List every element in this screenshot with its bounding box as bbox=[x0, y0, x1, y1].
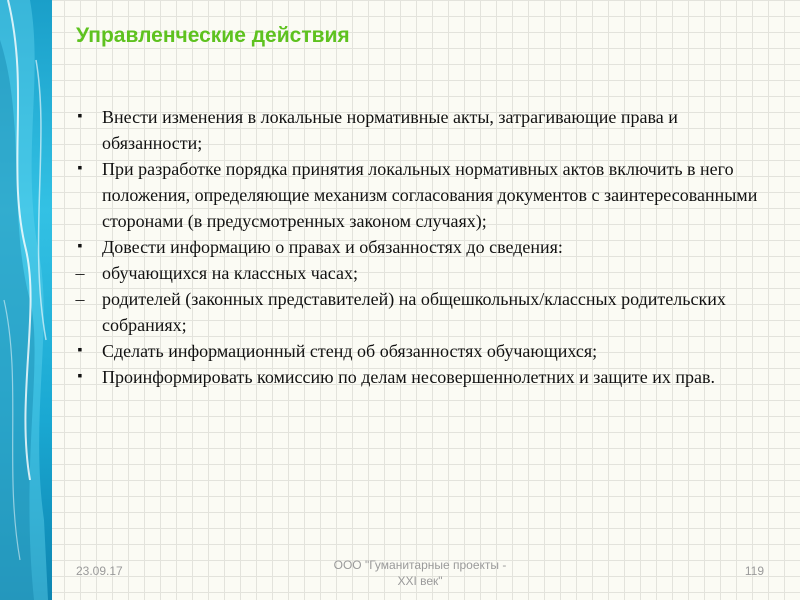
wave-decoration bbox=[0, 0, 52, 600]
slide-number: 119 bbox=[744, 564, 764, 578]
list-item-text: Внести изменения в локальные нормативные акты, затрагивающие права и обязанности; bbox=[102, 107, 678, 153]
footer-org-line-2: XXI век" bbox=[397, 574, 443, 588]
list-item-text: При разработке порядка принятия локальных нормативных актов включить в него положения, определяющие механизм согласования документов с заинтересованными сторонами (в предусмотренных законом случаях); bbox=[102, 159, 758, 231]
list-item-text: обучающихся на классных часах; bbox=[102, 263, 358, 283]
square-bullet-icon: ▪ bbox=[77, 369, 83, 384]
list-item bbox=[72, 260, 762, 286]
square-bullet-icon: ▪ bbox=[77, 109, 83, 124]
square-bullet-icon: ▪ bbox=[77, 239, 83, 254]
list-item-text: родителей (законных представителей) на общешкольных/классных родительских собраниях; bbox=[102, 289, 726, 335]
list-item-text: Проинформировать комиссию по делам несовершеннолетних и защите их прав. bbox=[102, 367, 716, 387]
square-bullet-icon: ▪ bbox=[77, 161, 83, 176]
footer-organization bbox=[300, 557, 540, 589]
dash-bullet-icon: – bbox=[75, 289, 85, 309]
list-item bbox=[72, 286, 762, 338]
action-list bbox=[72, 104, 762, 390]
footer-date: 23.09.17 bbox=[76, 564, 123, 578]
list-item bbox=[72, 338, 762, 364]
list-item-text: Довести информацию о правах и обязанностях до сведения: bbox=[102, 237, 563, 257]
footer-org-line-1: ООО "Гуманитарные проекты - bbox=[333, 558, 507, 572]
slide-title: Управленческие действия bbox=[76, 24, 350, 47]
list-item bbox=[72, 364, 762, 390]
list-item bbox=[72, 234, 762, 260]
list-item bbox=[72, 156, 762, 234]
dash-bullet-icon: – bbox=[75, 263, 85, 283]
list-item-text: Сделать информационный стенд об обязанностях обучающихся; bbox=[102, 341, 598, 361]
decorative-side-band bbox=[0, 0, 52, 600]
list-item bbox=[72, 104, 762, 156]
square-bullet-icon: ▪ bbox=[77, 343, 83, 358]
